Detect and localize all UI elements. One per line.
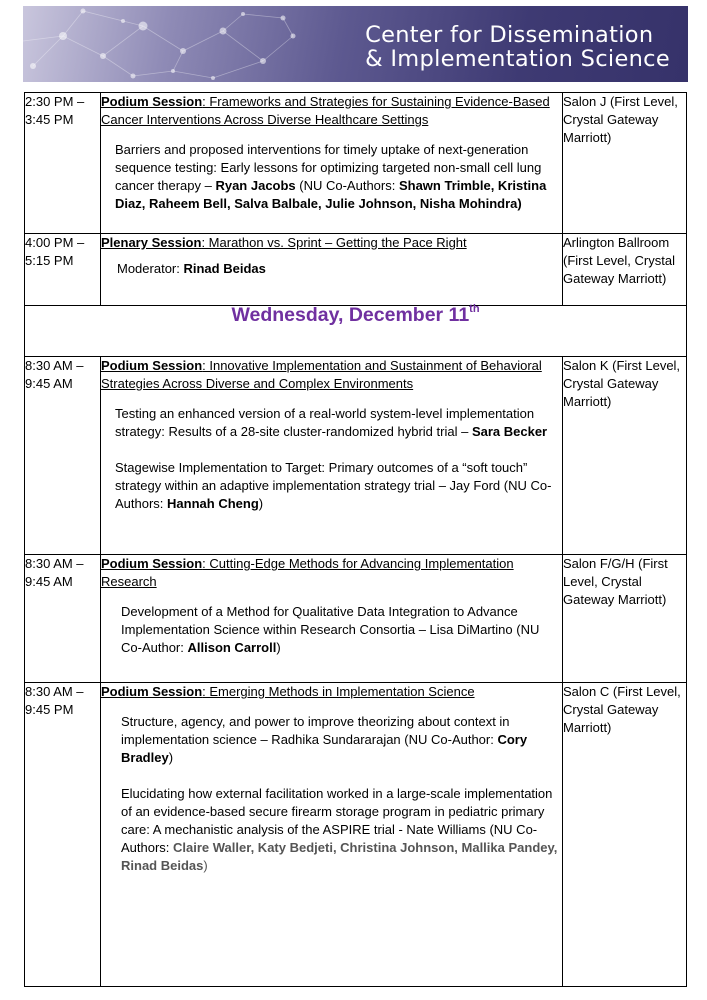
moderator-name: Rinad Beidas <box>183 261 266 276</box>
session-time: 8:30 AM – 9:45 AM <box>25 555 101 683</box>
coauthor-names: Cory Bradley <box>121 732 528 765</box>
session-type: Podium Session <box>101 684 203 699</box>
session-type: Podium Session <box>101 358 203 373</box>
header-banner <box>23 6 688 82</box>
table-row <box>25 234 687 306</box>
session-location: Salon K (First Level, Crystal Gateway Marriott) <box>563 357 687 555</box>
session-type: Plenary Session <box>101 235 202 250</box>
session-details <box>101 555 563 683</box>
table-row <box>25 683 687 987</box>
talk-item: Barriers and proposed interventions for timely uptake of next-generation sequence testing: Early lessons for optimizing targeted non-small cell lung cancer therapy – Ryan Jacobs (NU Co-Authors: Shawn Trimble, Kristina Diaz, Raheem Bell, Salva Balbale, Julie Johnson, Nisha Mohindra) <box>115 142 547 211</box>
title-line-2: & Implementation Science <box>365 46 670 72</box>
table-row <box>25 93 687 234</box>
moderator-line: Moderator: Rinad Beidas <box>117 261 266 276</box>
session-location: Arlington Ballroom (First Level, Crystal Gateway Marriott) <box>563 234 687 306</box>
session-time: 8:30 AM – 9:45 PM <box>25 683 101 987</box>
session-time: 2:30 PM – 3:45 PM <box>25 93 101 234</box>
session-details <box>101 93 563 234</box>
session-name: : Frameworks and Strategies for Sustaining Evidence-Based Cancer Interventions Across Diverse Healthcare Settings <box>101 94 550 127</box>
session-location: Salon F/G/H (First Level, Crystal Gateway Marriott) <box>563 555 687 683</box>
session-location: Salon J (First Level, Crystal Gateway Marriott) <box>563 93 687 234</box>
presenter-name: Sara Becker <box>471 424 548 439</box>
talk-item: Elucidating how external facilitation worked in a large-scale implementation of an evidence-based secure firearm storage program in pediatric primary care: A mechanistic analysis of the ASPIRE trial - Nate Williams (NU Co-Authors: Claire Waller, Katy Bedjeti, Christina Johnson, Mallika Pandey, Rinad Beidas) <box>121 786 558 873</box>
coauthor-names: Shawn Trimble, Kristina Diaz, Raheem Bell, Salva Balbale, Julie Johnson, Nisha Mohindra) <box>115 178 547 211</box>
day-title: Wednesday, December 11th <box>231 303 480 326</box>
session-name: : Innovative Implementation and Sustainment of Behavioral Strategies Across Diverse and Complex Environments <box>101 358 542 391</box>
schedule-table <box>24 92 687 987</box>
talk-item: Development of a Method for Qualitative Data Integration to Advance Implementation Science within Research Consortia – Lisa DiMartino (NU Co-Author: Allison Carroll) <box>121 604 540 655</box>
table-row <box>25 555 687 683</box>
table-row <box>25 357 687 555</box>
talk-item: Stagewise Implementation to Target: Primary outcomes of a “soft touch” strategy within an adaptive implementation strategy trial – Jay Ford (NU Co-Authors: Hannah Cheng) <box>115 460 552 511</box>
session-title <box>101 555 562 591</box>
talk-item: Structure, agency, and power to improve theorizing about context in implementation science – Radhika Sundararajan (NU Co-Author: Cory Bradley) <box>121 714 528 765</box>
talk-item: Testing an enhanced version of a real-world system-level implementation strategy: Results of a 28-site cluster-randomized hybrid trial – Sara Becker <box>115 406 548 439</box>
session-name: : Cutting-Edge Methods for Advancing Implementation Research <box>101 556 514 589</box>
title-line-1: Center for Dissemination <box>365 22 654 48</box>
session-title <box>101 93 562 129</box>
session-title <box>101 683 562 701</box>
session-type: Podium Session <box>101 94 203 109</box>
organization-title <box>365 23 670 71</box>
session-time: 4:00 PM – 5:15 PM <box>25 234 101 306</box>
session-title <box>101 234 562 252</box>
coauthor-names: Hannah Cheng <box>167 496 259 511</box>
day-heading-row <box>25 306 687 357</box>
session-name: : Emerging Methods in Implementation Science <box>202 684 475 699</box>
coauthor-names: Claire Waller, Katy Bedjeti, Christina Johnson, Mallika Pandey, Rinad Beidas <box>121 840 558 873</box>
session-title <box>101 357 562 393</box>
coauthor-names: Allison Carroll <box>187 640 277 655</box>
session-details <box>101 683 563 987</box>
session-details <box>101 234 563 306</box>
session-time: 8:30 AM – 9:45 AM <box>25 357 101 555</box>
presenter-name: Ryan Jacobs <box>215 178 296 193</box>
day-heading <box>25 303 687 357</box>
session-location: Salon C (First Level, Crystal Gateway Marriott) <box>563 683 687 987</box>
session-details <box>101 357 563 555</box>
session-type: Podium Session <box>101 556 203 571</box>
session-name: : Marathon vs. Sprint – Getting the Pace Right <box>201 235 467 250</box>
